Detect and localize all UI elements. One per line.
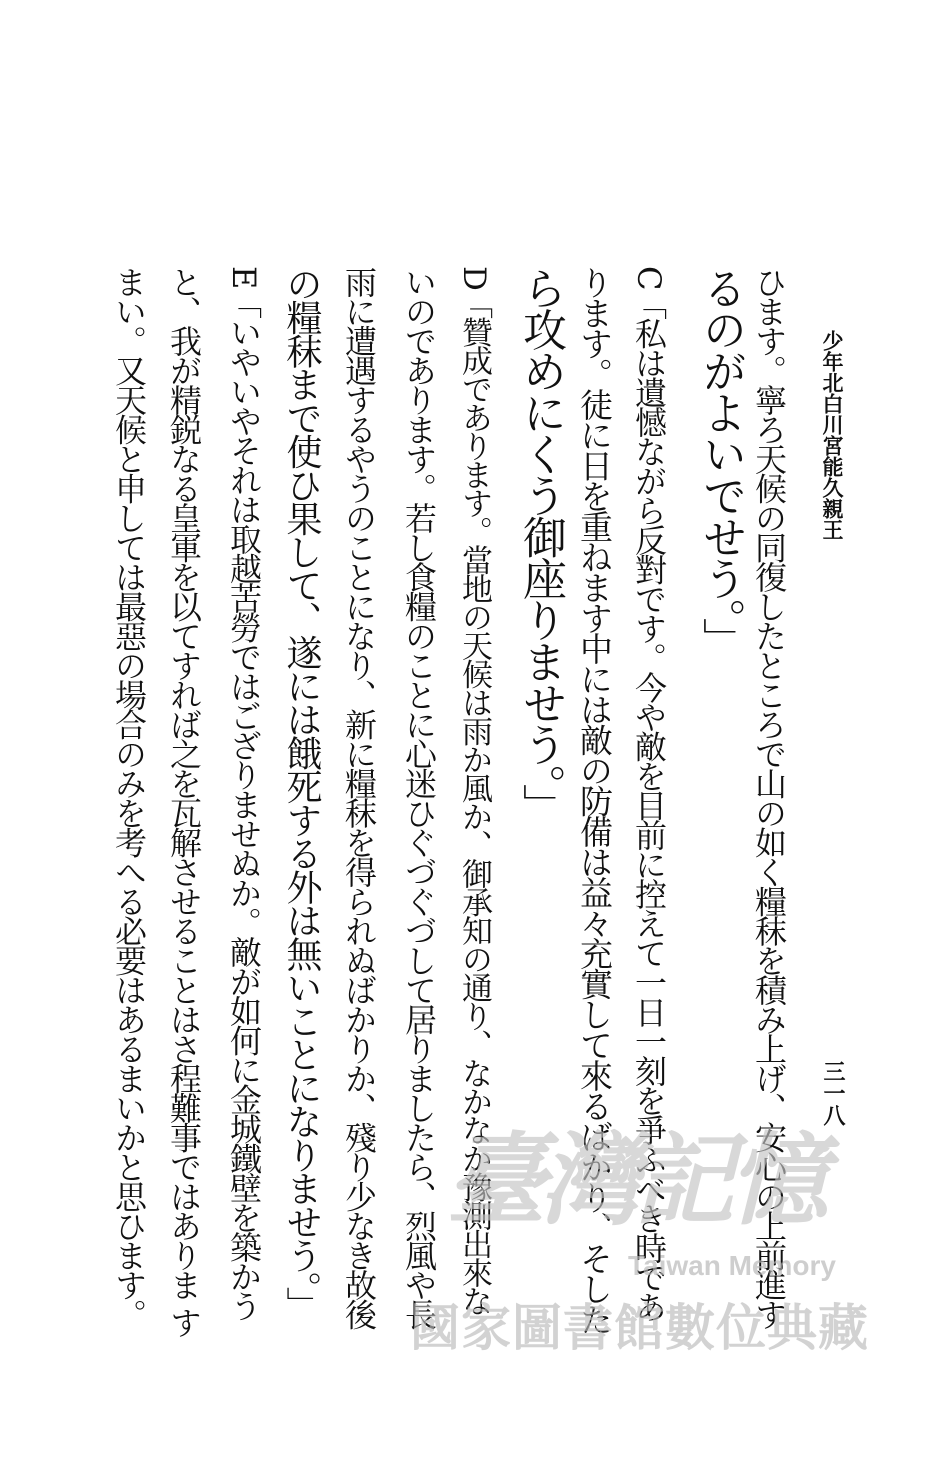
text-line-9: の糧秣まで使ひ果して、遂には餓死する外は無いことになりませう。」	[281, 266, 322, 1320]
text-line-3: C「私は遺憾ながら反對です。今や敵を目前に控えて一日一刻を爭ふべき時であ	[630, 266, 668, 1321]
text-line-6: D「贊成であります。當地の天候は雨か風か、御承知の通り、なかなか豫測出來な	[456, 266, 492, 1315]
text-line-5: ら攻めにくう御座りませう。」	[515, 266, 566, 825]
text-line-10: E「いやいやそれは取越苦勞ではござりませぬか。敵が如何に金城鐵壁を築かう	[225, 266, 263, 1320]
watermark-logo: 臺灣記憶	[446, 1121, 822, 1239]
text-line-11: と、我が精鋭なる皇軍を以てすれば之を瓦解させることはさ程難事ではありま す	[165, 266, 203, 1336]
page-number: 三一八	[820, 1060, 846, 1126]
text-line-2: るのがよいでせう。」	[695, 266, 746, 659]
text-line-4: ります。徒に日を重ねます中には敵の防備は益々充實して來るばかり、そした	[575, 266, 614, 1334]
text-line-8: 雨に遭遇するやうのことになり、新に糧秣を得られぬばかりか、殘り少なき故後	[340, 266, 378, 1328]
watermark-english: Taiwan Memory	[628, 1250, 836, 1281]
text-line-7: いのであります。若し食糧のことに心迷ひぐづぐづして居りましたら、烈風や長	[400, 266, 438, 1328]
text-line-1: ひます。寧ろ天候の同復したところで山の如く糧秣を積み上げ、安心の上前進す	[750, 266, 788, 1328]
watermark-chinese: 國家圖書館數位典藏	[410, 1299, 869, 1357]
text-line-12: まい。又天候と申しては最惡の場合のみを考へる必要はあるまいかと思ひます。	[110, 266, 148, 1328]
running-title: 少年北白川宮能久親王	[820, 330, 845, 540]
